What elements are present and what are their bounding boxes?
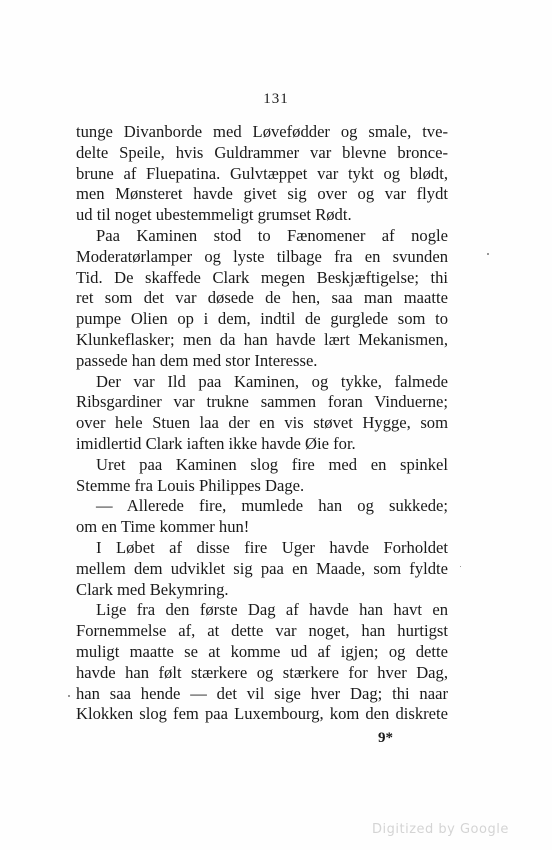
text-line: havde han følt stærkere og stærkere for hver Dag, bbox=[76, 662, 448, 682]
text-line: ret som det var døsede de hen, saa man maatte bbox=[76, 288, 448, 308]
text-line: Klokken slog fem paa Luxembourg, kom den diskrete bbox=[76, 704, 448, 724]
text-line: Stemme fra Louis Philippes Dage. bbox=[76, 475, 305, 495]
text-line: mellem dem udviklet sig paa en Maade, som fyldte bbox=[76, 558, 448, 578]
text-line: ud til noget ubestemmeligt grumset Rødt. bbox=[76, 205, 352, 225]
text-line: men Mønsteret havde givet sig over og var flydt bbox=[76, 184, 448, 204]
text-line: — Allerede fire, mumlede han og sukkede; bbox=[96, 496, 448, 516]
text-line: over hele Stuen laa der en vis støvet Hygge, som bbox=[76, 413, 448, 433]
text-line: imidlertid Clark iaften ikke havde Øie for. bbox=[76, 433, 356, 453]
text-line: Clark med Bekymring. bbox=[76, 579, 229, 599]
signature-mark: 9* bbox=[378, 730, 393, 746]
dust-speck bbox=[68, 695, 70, 697]
text-line: Paa Kaminen stod to Fænomener af nogle bbox=[96, 225, 448, 245]
text-line: delte Speile, hvis Guldrammer var blevne bronce- bbox=[76, 142, 448, 162]
text-line: Tid. De skaffede Clark megen Beskjæftigelse; thi bbox=[76, 267, 448, 287]
text-line: tunge Divanborde med Løvefødder og smale, tve- bbox=[76, 122, 448, 141]
text-line: Klunkeflasker; men da han havde lært Mekanismen, bbox=[76, 329, 448, 349]
text-line: han saa hende — det vil sige hver Dag; thi naar bbox=[76, 683, 448, 703]
dust-speck bbox=[460, 566, 461, 567]
text-line: Der var Ild paa Kaminen, og tykke, falmede bbox=[96, 371, 448, 391]
text-line: om en Time kommer hun! bbox=[76, 517, 250, 537]
text-line: Lige fra den første Dag af havde han havt en bbox=[96, 600, 448, 620]
text-line: passede han dem med stor Interesse. bbox=[76, 350, 318, 370]
text-line: pumpe Olien op i dem, indtil de gurglede som to bbox=[76, 309, 448, 329]
text-line: Moderatørlamper og lyste tilbage fra en svunden bbox=[76, 246, 448, 266]
text-line: Ribsgardiner var trukne sammen foran Vinduerne; bbox=[76, 392, 448, 412]
text-line: muligt maatte se at komme ud af igjen; og dette bbox=[76, 641, 448, 661]
body-text bbox=[76, 122, 448, 725]
text-line: brune af Fluepatina. Gulvtæppet var tykt og blødt, bbox=[76, 163, 448, 183]
text-line: I Løbet af disse fire Uger havde Forholdet bbox=[96, 537, 448, 557]
page-number: 131 bbox=[263, 91, 289, 107]
watermark: Digitized by Google bbox=[372, 822, 509, 837]
text-line: Fornemmelse af, at dette var noget, han hurtigst bbox=[76, 621, 448, 641]
dust-speck bbox=[487, 253, 489, 255]
text-line: Uret paa Kaminen slog fire med en spinkel bbox=[96, 454, 448, 474]
